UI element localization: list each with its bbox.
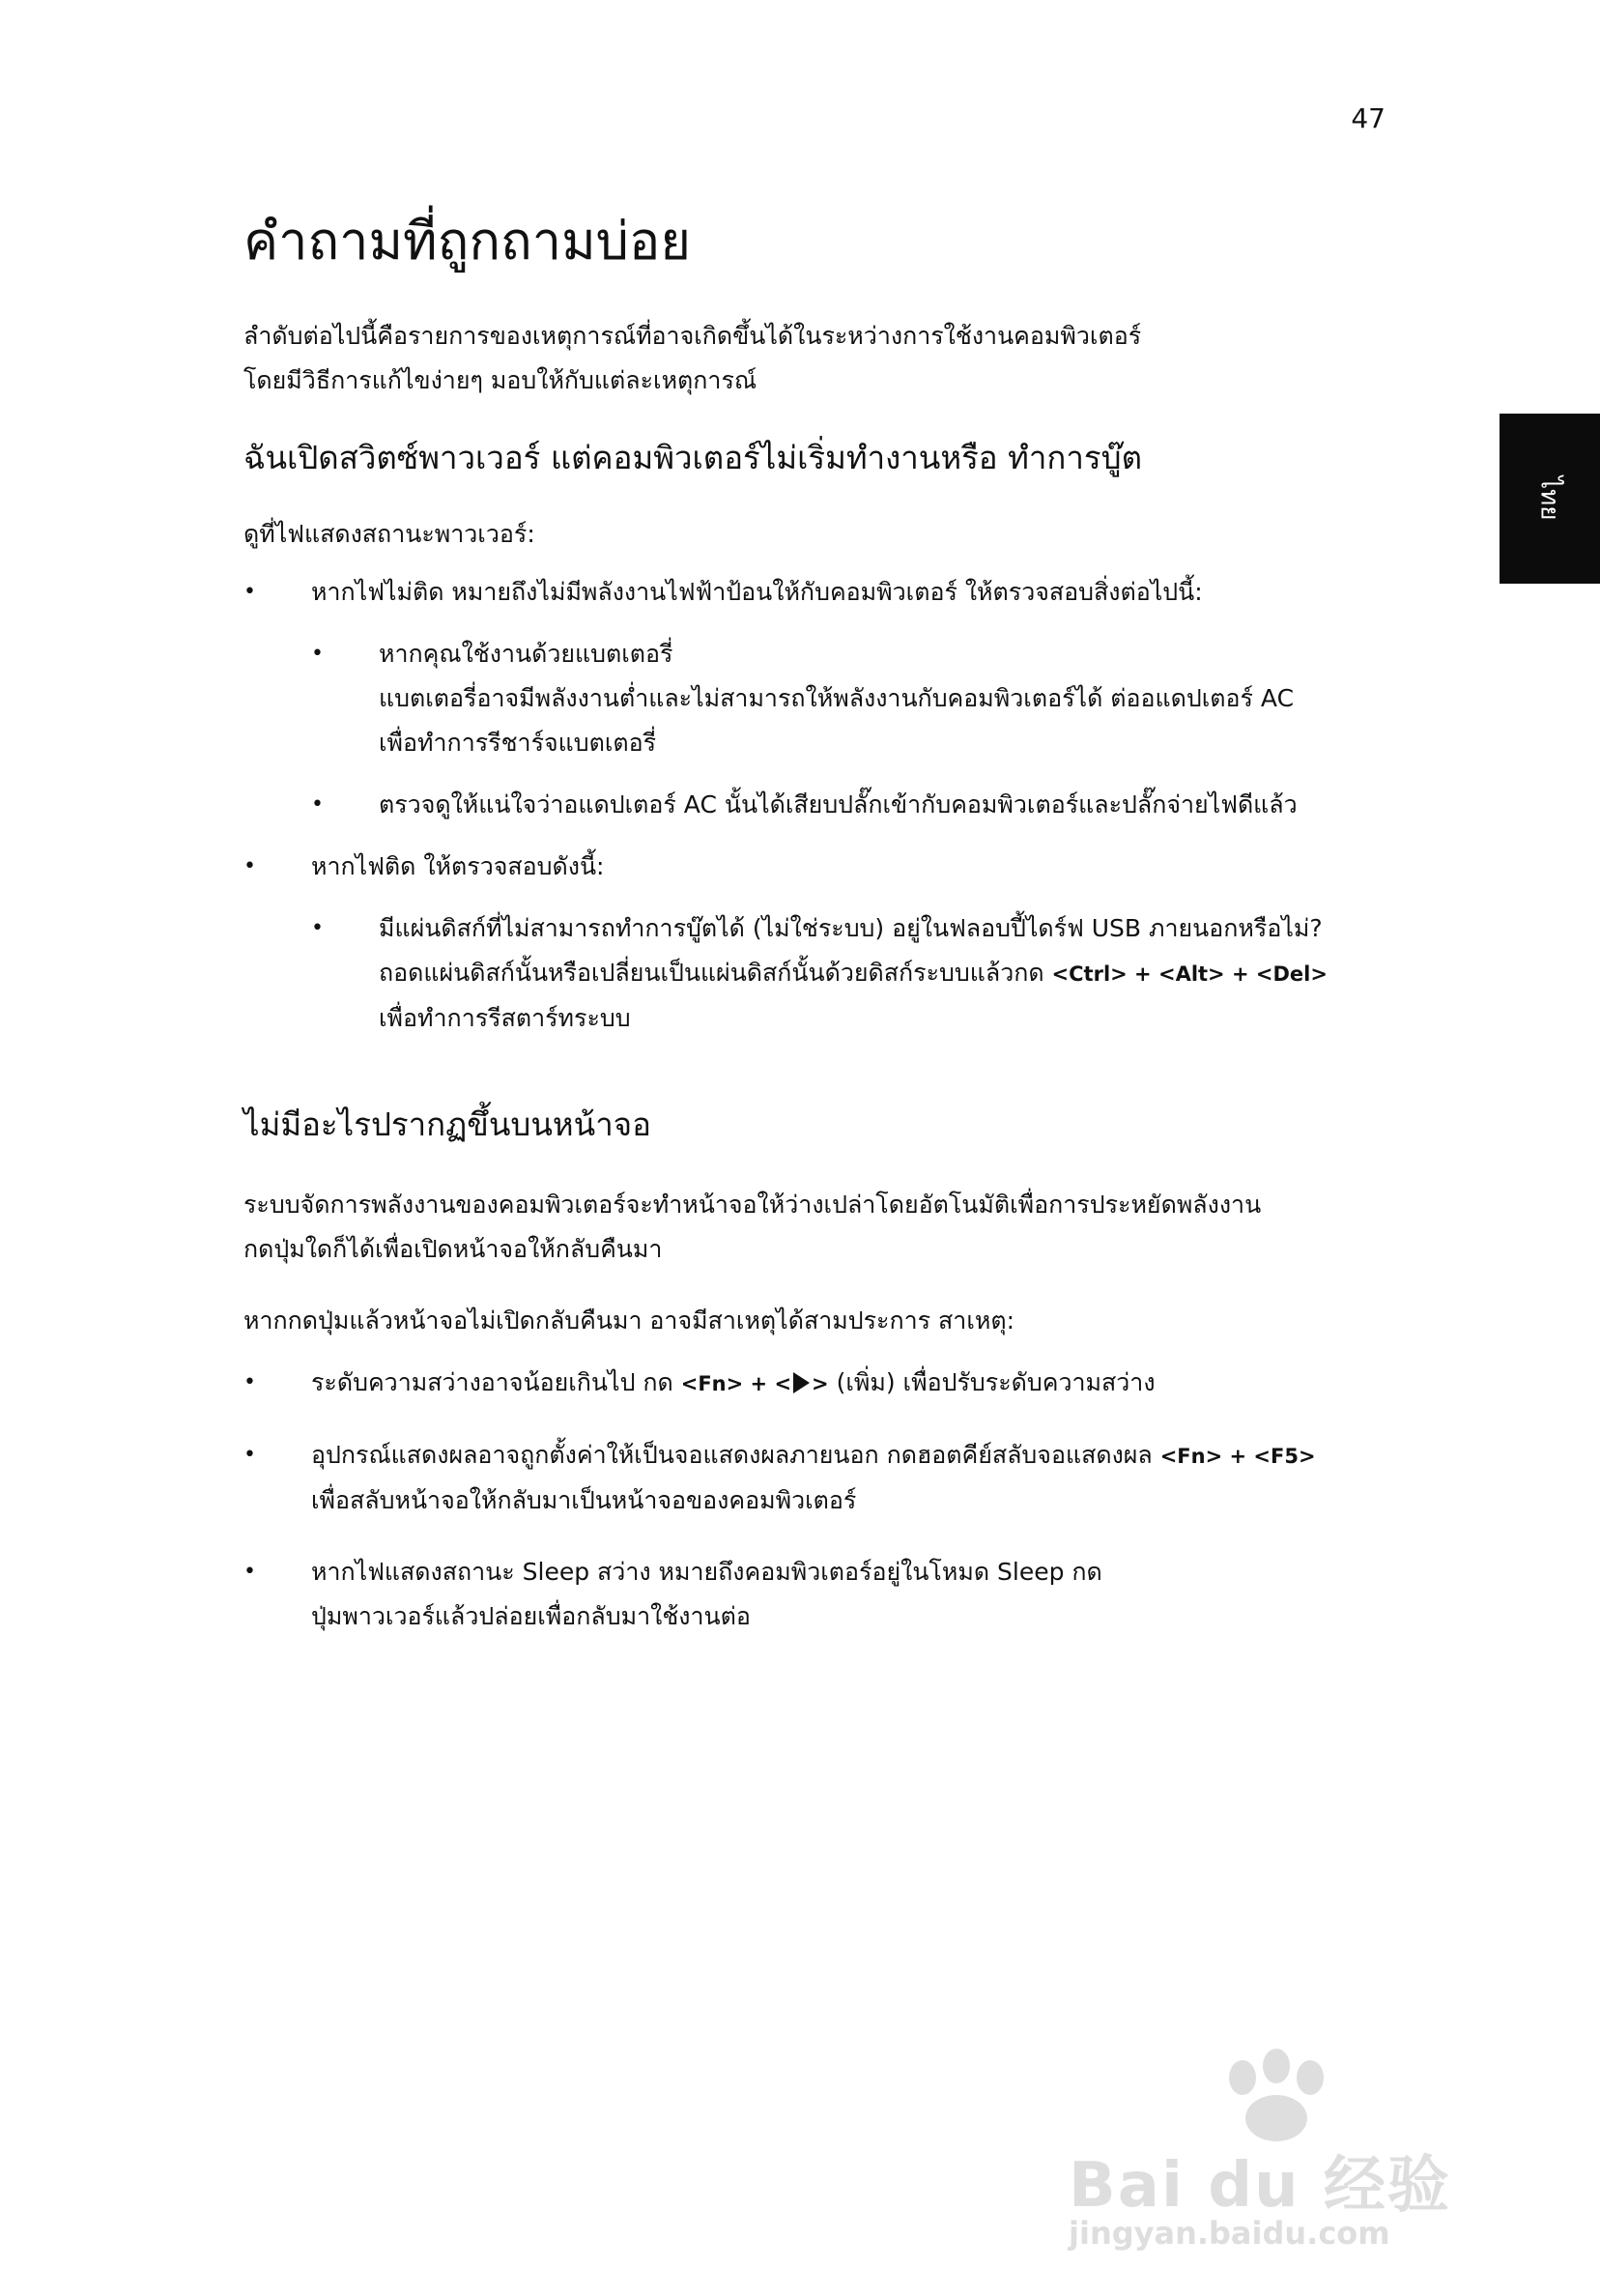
bullet-icon: • [243,1369,256,1394]
paragraph-line: กดปุ่มใดก็ได้เพื่อเปิดหน้าจอให้กลับคืนมา [243,1234,663,1263]
key-ctrl: <Ctrl> [1051,961,1128,986]
intro-line: ลำดับต่อไปนี้คือรายการของเหตุการณ์ที่อาจเกิดขึ้นได้ในระหว่างการใช้งานคอมพิวเตอร์ [243,321,1142,350]
key-alt: <Alt> [1157,961,1225,986]
bullet-icon: • [243,853,256,878]
list-item [243,845,1384,889]
bullet-icon: • [311,915,324,940]
list-item-text: ตรวจดูให้แน่ใจว่าอแดปเตอร์ AC นั้นได้เสียบปลั๊กเข้ากับคอมพิวเตอร์และปลั๊กจ่ายไฟดีแล้ว [379,789,1298,818]
list-item [243,632,1384,765]
screen-lead: หากกดปุ่มแล้วหน้าจอไม่เปิดกลับคืนมา อาจมีสาเหตุได้สามประการ สาเหตุ: [243,1306,1014,1335]
bullet-icon: • [243,1559,256,1584]
watermark-url: jingyan.baidu.com [1069,2215,1390,2252]
list-item-text: เพื่อทำการรีชาร์จแบตเตอรี่ [379,728,657,757]
page-number: 47 [1351,102,1386,134]
language-tab-label: ไทย [1534,476,1564,521]
section-heading-power: ฉันเปิดสวิตซ์พาวเวอร์ แต่คอมพิวเตอร์ไม่เริ่มทำงานหรือ ทำการบู๊ต [243,438,1143,476]
paragraph-line: ระบบจัดการพลังงานของคอมพิวเตอร์จะทำหน้าจอให้ว่างเปล่าโดยอัตโนมัติเพื่อการประหยัดพลังงาน [243,1190,1262,1219]
list-item [243,1550,1384,1639]
list-item [243,570,1384,615]
key-fn: <Fn> [680,1371,744,1395]
list-item [243,783,1384,827]
paw-icon [1204,2049,1349,2145]
list-item-text: เพื่อทำการรีสตาร์ทระบบ [379,1003,631,1032]
key-f5: <F5> [1253,1444,1316,1468]
key-del: <Del> [1255,961,1328,986]
bullet-icon: • [243,1442,256,1467]
baidu-watermark [1069,2049,1494,2261]
list-item-text: หากไฟติด ให้ตรวจสอบดังนี้: [311,851,605,880]
list-item-text: หากไฟไม่ติด หมายถึงไม่มีพลังงานไฟฟ้าป้อนให้กับคอมพิวเตอร์ ให้ตรวจสอบสิ่งต่อไปนี้: [311,577,1203,606]
watermark-logo-text: Bai du 经验 [1069,2150,1451,2222]
screen-paragraph [243,1183,1384,1272]
list-item [243,1433,1384,1523]
list-item-text: มีแผ่นดิสก์ที่ไม่สามารถทำการบู๊ตได้ (ไม่ใช่ระบบ) อยู่ในฟลอบปี้ไดร์ฟ USB ภายนอกหรือไม่? [379,913,1323,942]
list-item [243,1361,1384,1406]
list-item-text: แบตเตอรี่อาจมีพลังงานต่ำและไม่สามารถให้พลังงานกับคอมพิวเตอร์ได้ ต่ออแดปเตอร์ AC [379,683,1295,712]
list-item [243,906,1384,1041]
language-tab [1500,414,1600,584]
bullet-icon: • [243,579,256,604]
list-item-text: ถอดแผ่นดิสก์นั้นหรือเปลี่ยนเป็นแผ่นดิสก์นั้นด้วยดิสก์ระบบแล้วกด <Ctrl> + <Alt> + <Del> [379,958,1328,987]
section-heading-screen: ไม่มีอะไรปรากฏขึ้นบนหน้าจอ [243,1105,651,1143]
intro-paragraph [243,314,1384,403]
bullet-icon: • [311,641,324,666]
page-title: คำถามที่ถูกถามบ่อย [243,211,692,272]
list-item-text: หากไฟแสดงสถานะ Sleep สว่าง หมายถึงคอมพิวเตอร์อยู่ในโหมด Sleep กด [311,1557,1102,1586]
right-arrow-icon [793,1372,810,1393]
list-item-text: เพื่อสลับหน้าจอให้กลับมาเป็นหน้าจอของคอมพิวเตอร์ [311,1485,857,1514]
bullet-icon: • [311,791,324,817]
list-item-text: อุปกรณ์แสดงผลอาจถูกตั้งค่าให้เป็นจอแสดงผลภายนอก กดฮอตคีย์สลับจอแสดงผล <Fn> + <F5> [311,1440,1316,1469]
list-item-text: ปุ่มพาวเวอร์แล้วปล่อยเพื่อกลับมาใช้งานต่อ [311,1601,751,1630]
power-lead: ดูที่ไฟแสดงสถานะพาวเวอร์: [243,519,535,548]
list-item-text: ระดับความสว่างอาจน้อยเกินไป กด <Fn> + < > (เพิ่ม) เพื่อปรับระดับความสว่าง [311,1367,1156,1396]
key-fn: <Fn> [1159,1444,1223,1468]
page-content [243,211,1384,1639]
intro-line: โดยมีวิธีการแก้ไขง่ายๆ มอบให้กับแต่ละเหตุการณ์ [243,365,757,394]
list-item-text: หากคุณใช้งานด้วยแบตเตอรี่ [379,639,673,668]
